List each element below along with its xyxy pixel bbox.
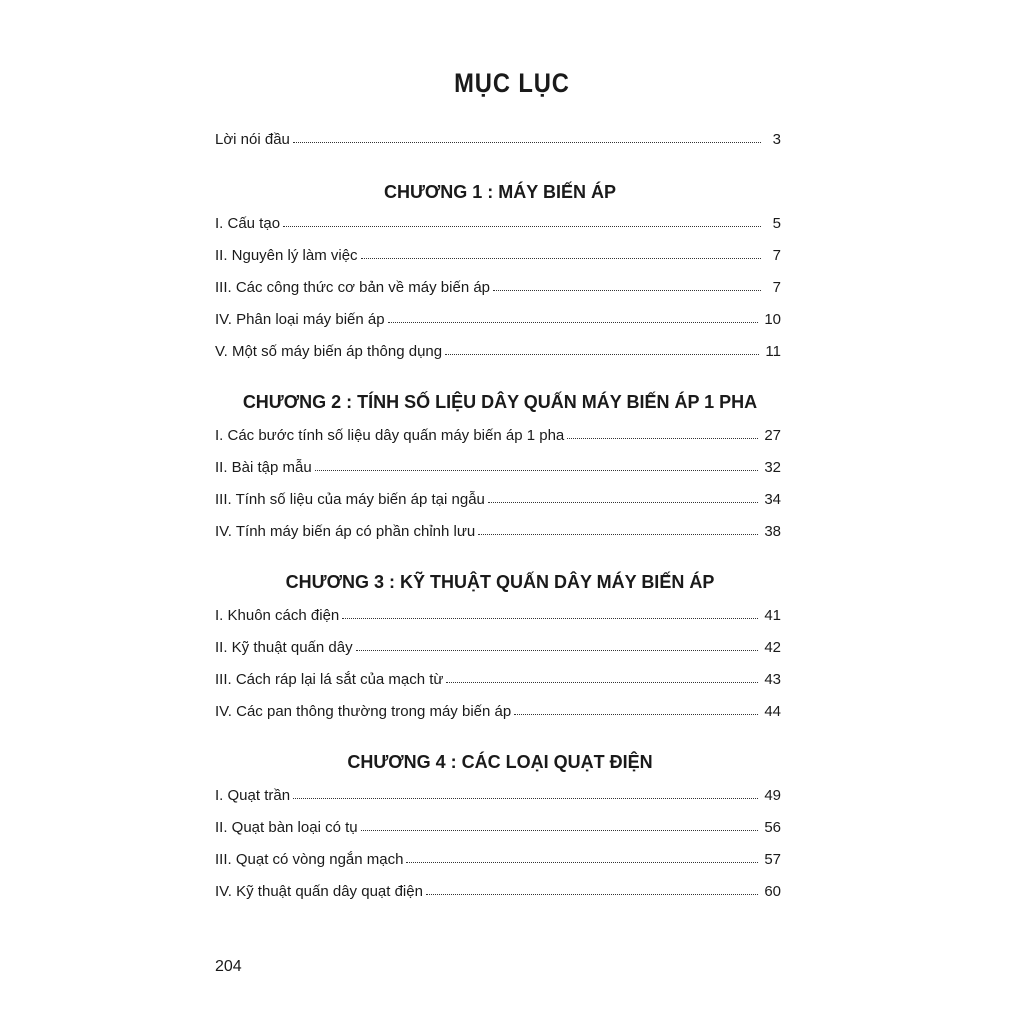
toc-entry-label: II. Bài tập mẫu [215, 459, 312, 476]
toc-entry-label: II. Quạt bàn loại có tụ [215, 819, 358, 836]
dot-leader [493, 290, 761, 291]
toc-entry-label: IV. Tính máy biến áp có phần chỉnh lưu [215, 523, 476, 540]
toc-entry-page: 56 [764, 819, 781, 836]
toc-entry [215, 454, 781, 476]
toc-entry [215, 782, 781, 804]
dot-leader [315, 470, 759, 471]
page-number: 204 [215, 958, 242, 975]
dot-leader [342, 618, 758, 619]
toc-entry-label: I. Các bước tính số liệu dây quấn máy biến áp 1 pha [215, 427, 565, 444]
toc-entry-page: 49 [764, 787, 781, 804]
dot-leader [514, 714, 758, 715]
toc-entry-page: 41 [764, 607, 781, 624]
toc-entry [215, 422, 781, 444]
toc-entry-label: IV. Các pan thông thường trong máy biến áp [215, 703, 512, 720]
dot-leader [426, 894, 758, 895]
toc-entry [215, 518, 781, 540]
toc-entry [215, 602, 781, 624]
page-title: MỤC LỤC [454, 68, 570, 98]
toc-entry-label: II. Nguyên lý làm việc [215, 247, 358, 264]
toc-entry [215, 242, 781, 264]
toc-entry [215, 306, 781, 328]
toc-entry [215, 338, 781, 360]
toc-entry-label: III. Cách ráp lại lá sắt của mạch từ [215, 671, 444, 688]
toc-entry-label: I. Cấu tạo [215, 215, 281, 232]
toc-entry-page: 10 [764, 311, 781, 328]
toc-entry-label: IV. Kỹ thuật quấn dây quạt điện [215, 883, 423, 900]
dot-leader [283, 226, 761, 227]
toc-entry-page: 7 [772, 247, 781, 264]
dot-leader [488, 502, 758, 503]
dot-leader [406, 862, 758, 863]
toc-entry-page: 5 [772, 215, 781, 232]
toc-entry [215, 210, 781, 232]
dot-leader [446, 682, 758, 683]
dot-leader [388, 322, 759, 323]
dot-leader [567, 438, 758, 439]
toc-entry-page: 43 [764, 671, 781, 688]
toc-entry-label: III. Các công thức cơ bản về máy biến áp [215, 279, 491, 296]
toc-entry-page: 44 [764, 703, 781, 720]
toc-entry [215, 698, 781, 720]
toc-entry-page: 34 [764, 491, 781, 508]
toc-entry-label: III. Quạt có vòng ngắn mạch [215, 851, 404, 868]
dot-leader [361, 830, 759, 831]
toc-entry-label: I. Khuôn cách điện [215, 607, 340, 624]
chapter-3-heading: CHƯƠNG 3 : KỸ THUẬT QUẤN DÂY MÁY BIẾN ÁP [285, 572, 715, 592]
toc-entry [215, 634, 781, 656]
dot-leader [356, 650, 759, 651]
chapter-4-heading: CHƯƠNG 4 : CÁC LOẠI QUẠT ĐIỆN [347, 752, 653, 772]
dot-leader [361, 258, 761, 259]
toc-entry-intro [215, 126, 781, 148]
toc-entry [215, 878, 781, 900]
toc-entry [215, 666, 781, 688]
toc-entry-page: 7 [772, 279, 781, 296]
toc-entry-page: 38 [764, 523, 781, 540]
chapter-1-heading: CHƯƠNG 1 : MÁY BIẾN ÁP [384, 182, 616, 202]
dot-leader [478, 534, 758, 535]
toc-entry-label: Lời nói đầu [215, 131, 290, 148]
toc-entry-page: 42 [764, 639, 781, 656]
dot-leader [293, 798, 758, 799]
dot-leader [445, 354, 759, 355]
toc-entry-page: 27 [764, 427, 781, 444]
toc-entry-page: 60 [764, 883, 781, 900]
toc-entry-label: IV. Phân loại máy biến áp [215, 311, 385, 328]
toc-entry [215, 846, 781, 868]
toc-entry-label: V. Một số máy biến áp thông dụng [215, 343, 443, 360]
toc-entry-label: III. Tính số liệu của máy biến áp tại ngẫu [215, 491, 485, 508]
toc-entry [215, 486, 781, 508]
chapter-2-heading: CHƯƠNG 2 : TÍNH SỐ LIỆU DÂY QUẤN MÁY BIẾN ÁP 1 PHA [242, 392, 758, 412]
toc-entry-label: II. Kỹ thuật quấn dây [215, 639, 353, 656]
toc-entry-page: 32 [764, 459, 781, 476]
toc-entry-page: 57 [764, 851, 781, 868]
dot-leader [293, 142, 761, 143]
toc-entry-page: 11 [765, 343, 781, 360]
toc-entry-page: 3 [772, 131, 781, 148]
toc-entry [215, 814, 781, 836]
toc-entry-label: I. Quạt trần [215, 787, 291, 804]
toc-entry [215, 274, 781, 296]
